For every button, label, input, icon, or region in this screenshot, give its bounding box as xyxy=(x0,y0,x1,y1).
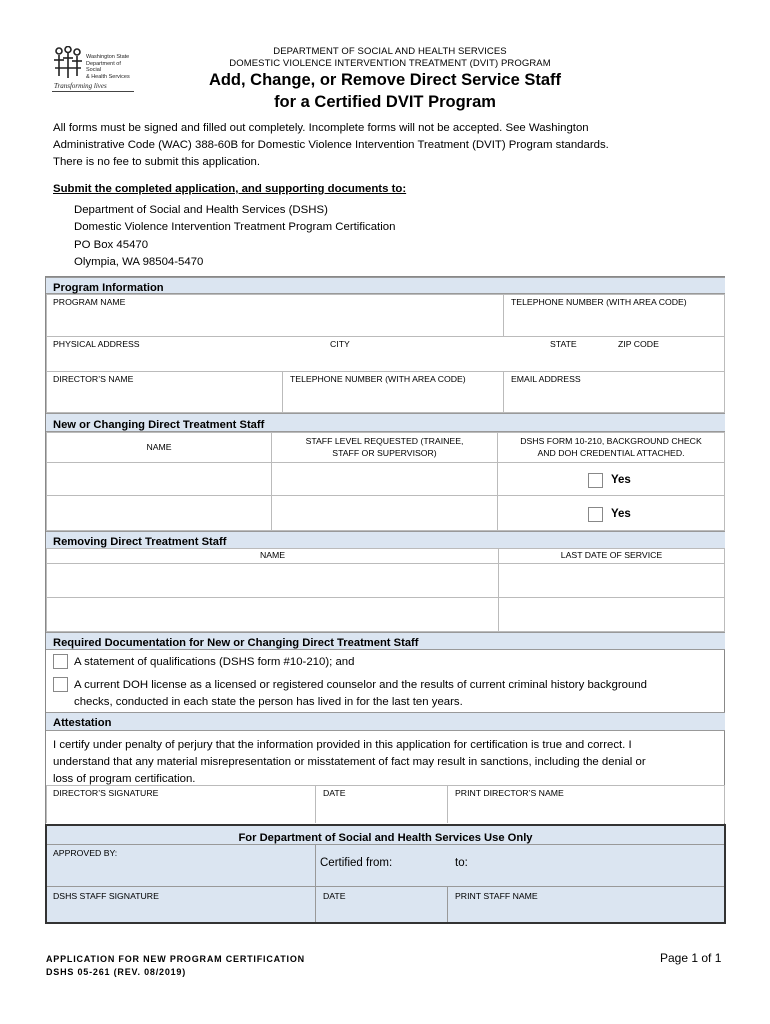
approved-by-label: APPROVED BY: xyxy=(53,848,118,858)
instructions-line-3: There is no fee to submit this application. xyxy=(53,156,261,168)
logo-line-3: & Health Services xyxy=(86,73,130,80)
form-attached-checkbox-1[interactable] xyxy=(588,473,603,488)
logo-tagline: Transforming lives xyxy=(54,82,107,90)
doh-license-text-2: checks, conducted in each state the person has lived in for the last ten years. xyxy=(74,696,463,708)
last-date-input-1[interactable] xyxy=(498,563,725,598)
program-name-header: DOMESTIC VIOLENCE INTERVENTION TREATMENT (DVIT) PROGRAM xyxy=(229,58,551,69)
certified-from-label: Certified from: xyxy=(320,857,393,869)
physical-address-label: PHYSICAL ADDRESS xyxy=(53,339,140,349)
footer-form-number: DSHS 05-261 (REV. 08/2019) xyxy=(46,966,187,977)
zip-label: ZIP CODE xyxy=(618,339,659,349)
dshs-people-icon xyxy=(52,46,84,80)
staff-level-col-2: STAFF OR SUPERVISOR) xyxy=(332,448,437,458)
qualifications-text: A statement of qualifications (DSHS form #10-210); and xyxy=(74,656,355,668)
attestation-text-1: I certify under penalty of perjury that the information provided in this application for certification is true and correct. I xyxy=(53,739,632,751)
attestation-text-3: loss of program certification. xyxy=(53,773,196,785)
logo-line-2: Department of Social xyxy=(86,60,121,73)
directors-name-label: DIRECTOR’S NAME xyxy=(53,374,134,384)
office-divider-1 xyxy=(315,845,316,922)
doh-license-checkbox[interactable] xyxy=(53,677,68,692)
section-required-documentation: Required Documentation for New or Changing Direct Treatment Staff xyxy=(46,632,725,650)
section-program-information: Program Information xyxy=(46,277,725,294)
qualifications-checkbox[interactable] xyxy=(53,654,68,669)
doh-license-text-1: A current DOH license as a licensed or registered counselor and the results of current criminal history background xyxy=(74,679,647,691)
dshs-staff-signature-label: DSHS STAFF SIGNATURE xyxy=(53,891,159,901)
yes-label-2: Yes xyxy=(611,508,631,520)
logo-line-1: Washington State xyxy=(86,54,130,60)
instructions-line-2: Administrative Code (WAC) 388-60B for Domestic Violence Intervention Treatment (DVIT) Program standards. xyxy=(53,139,609,151)
last-date-col: LAST DATE OF SERVICE xyxy=(560,550,663,560)
office-date-label: DATE xyxy=(323,891,346,901)
form-footer xyxy=(46,953,305,978)
new-staff-name-input-1[interactable] xyxy=(46,462,272,496)
removing-name-input-2[interactable] xyxy=(46,597,499,632)
footer-form-title: APPLICATION FOR NEW PROGRAM CERTIFICATION xyxy=(46,954,305,964)
directors-signature-label: DIRECTOR’S SIGNATURE xyxy=(53,788,159,798)
staff-level-input-2[interactable] xyxy=(271,495,498,531)
address-line-3: PO Box 45470 xyxy=(74,238,149,251)
address-line-2: Domestic Violence Intervention Treatment Program Certification xyxy=(74,221,396,234)
instructions xyxy=(53,120,733,171)
director-telephone-label: TELEPHONE NUMBER (WITH AREA CODE) xyxy=(290,374,466,384)
address-line-1: Department of Social and Health Services (DSHS) xyxy=(74,204,328,216)
logo-text xyxy=(86,54,136,80)
office-divider-2 xyxy=(447,887,448,922)
staff-level-col-1: STAFF LEVEL REQUESTED (TRAINEE, xyxy=(305,436,464,446)
form-attached-col-2: AND DOH CREDENTIAL ATTACHED. xyxy=(537,448,685,458)
page-number: Page 1 of 1 xyxy=(660,951,722,965)
print-staff-name-label: PRINT STAFF NAME xyxy=(455,891,538,901)
program-telephone-label: TELEPHONE NUMBER (WITH AREA CODE) xyxy=(511,297,687,307)
print-director-name-label: PRINT DIRECTOR’S NAME xyxy=(455,788,564,798)
new-staff-name-input-2[interactable] xyxy=(46,495,272,531)
state-label: STATE xyxy=(550,339,577,349)
form-title-line-1: Add, Change, or Remove Direct Service Staff xyxy=(208,71,562,89)
last-date-input-2[interactable] xyxy=(498,597,725,632)
removing-name-col: NAME xyxy=(259,550,286,560)
mailing-address xyxy=(74,202,395,271)
program-name-label: PROGRAM NAME xyxy=(53,297,126,307)
address-line-4: Olympia, WA 98504-5470 xyxy=(74,255,204,268)
attestation-text-2: understand that any material misrepresentation or misstatement of fact may result in sanctions, including the denial or xyxy=(53,756,646,768)
director-date-label: DATE xyxy=(323,788,346,798)
yes-label-1: Yes xyxy=(611,474,631,486)
form-title-line-2: for a Certified DVIT Program xyxy=(274,93,496,111)
submit-heading: Submit the completed application, and supporting documents to: xyxy=(53,183,407,195)
office-use-box xyxy=(45,824,726,924)
section-attestation: Attestation xyxy=(46,712,725,731)
dshs-logo xyxy=(52,46,136,96)
department-name: DEPARTMENT OF SOCIAL AND HEALTH SERVICES xyxy=(273,46,507,57)
logo-rule xyxy=(52,91,134,92)
section-removing-staff: Removing Direct Treatment Staff xyxy=(46,531,725,549)
certified-to-label: to: xyxy=(455,857,468,869)
removing-name-input-1[interactable] xyxy=(46,563,499,598)
instructions-line-1: All forms must be signed and filled out completely. Incomplete forms will not be accepted. See Washington xyxy=(53,122,589,134)
email-label: EMAIL ADDRESS xyxy=(511,374,581,384)
form-attached-checkbox-2[interactable] xyxy=(588,507,603,522)
city-label: CITY xyxy=(330,339,350,349)
new-staff-name-col: NAME xyxy=(146,442,172,452)
section-new-staff: New or Changing Direct Treatment Staff xyxy=(46,413,725,432)
office-use-heading: For Department of Social and Health Services Use Only xyxy=(47,826,724,845)
form-attached-col-1: DSHS FORM 10-210, BACKGROUND CHECK xyxy=(520,436,702,446)
staff-level-input-1[interactable] xyxy=(271,462,498,496)
